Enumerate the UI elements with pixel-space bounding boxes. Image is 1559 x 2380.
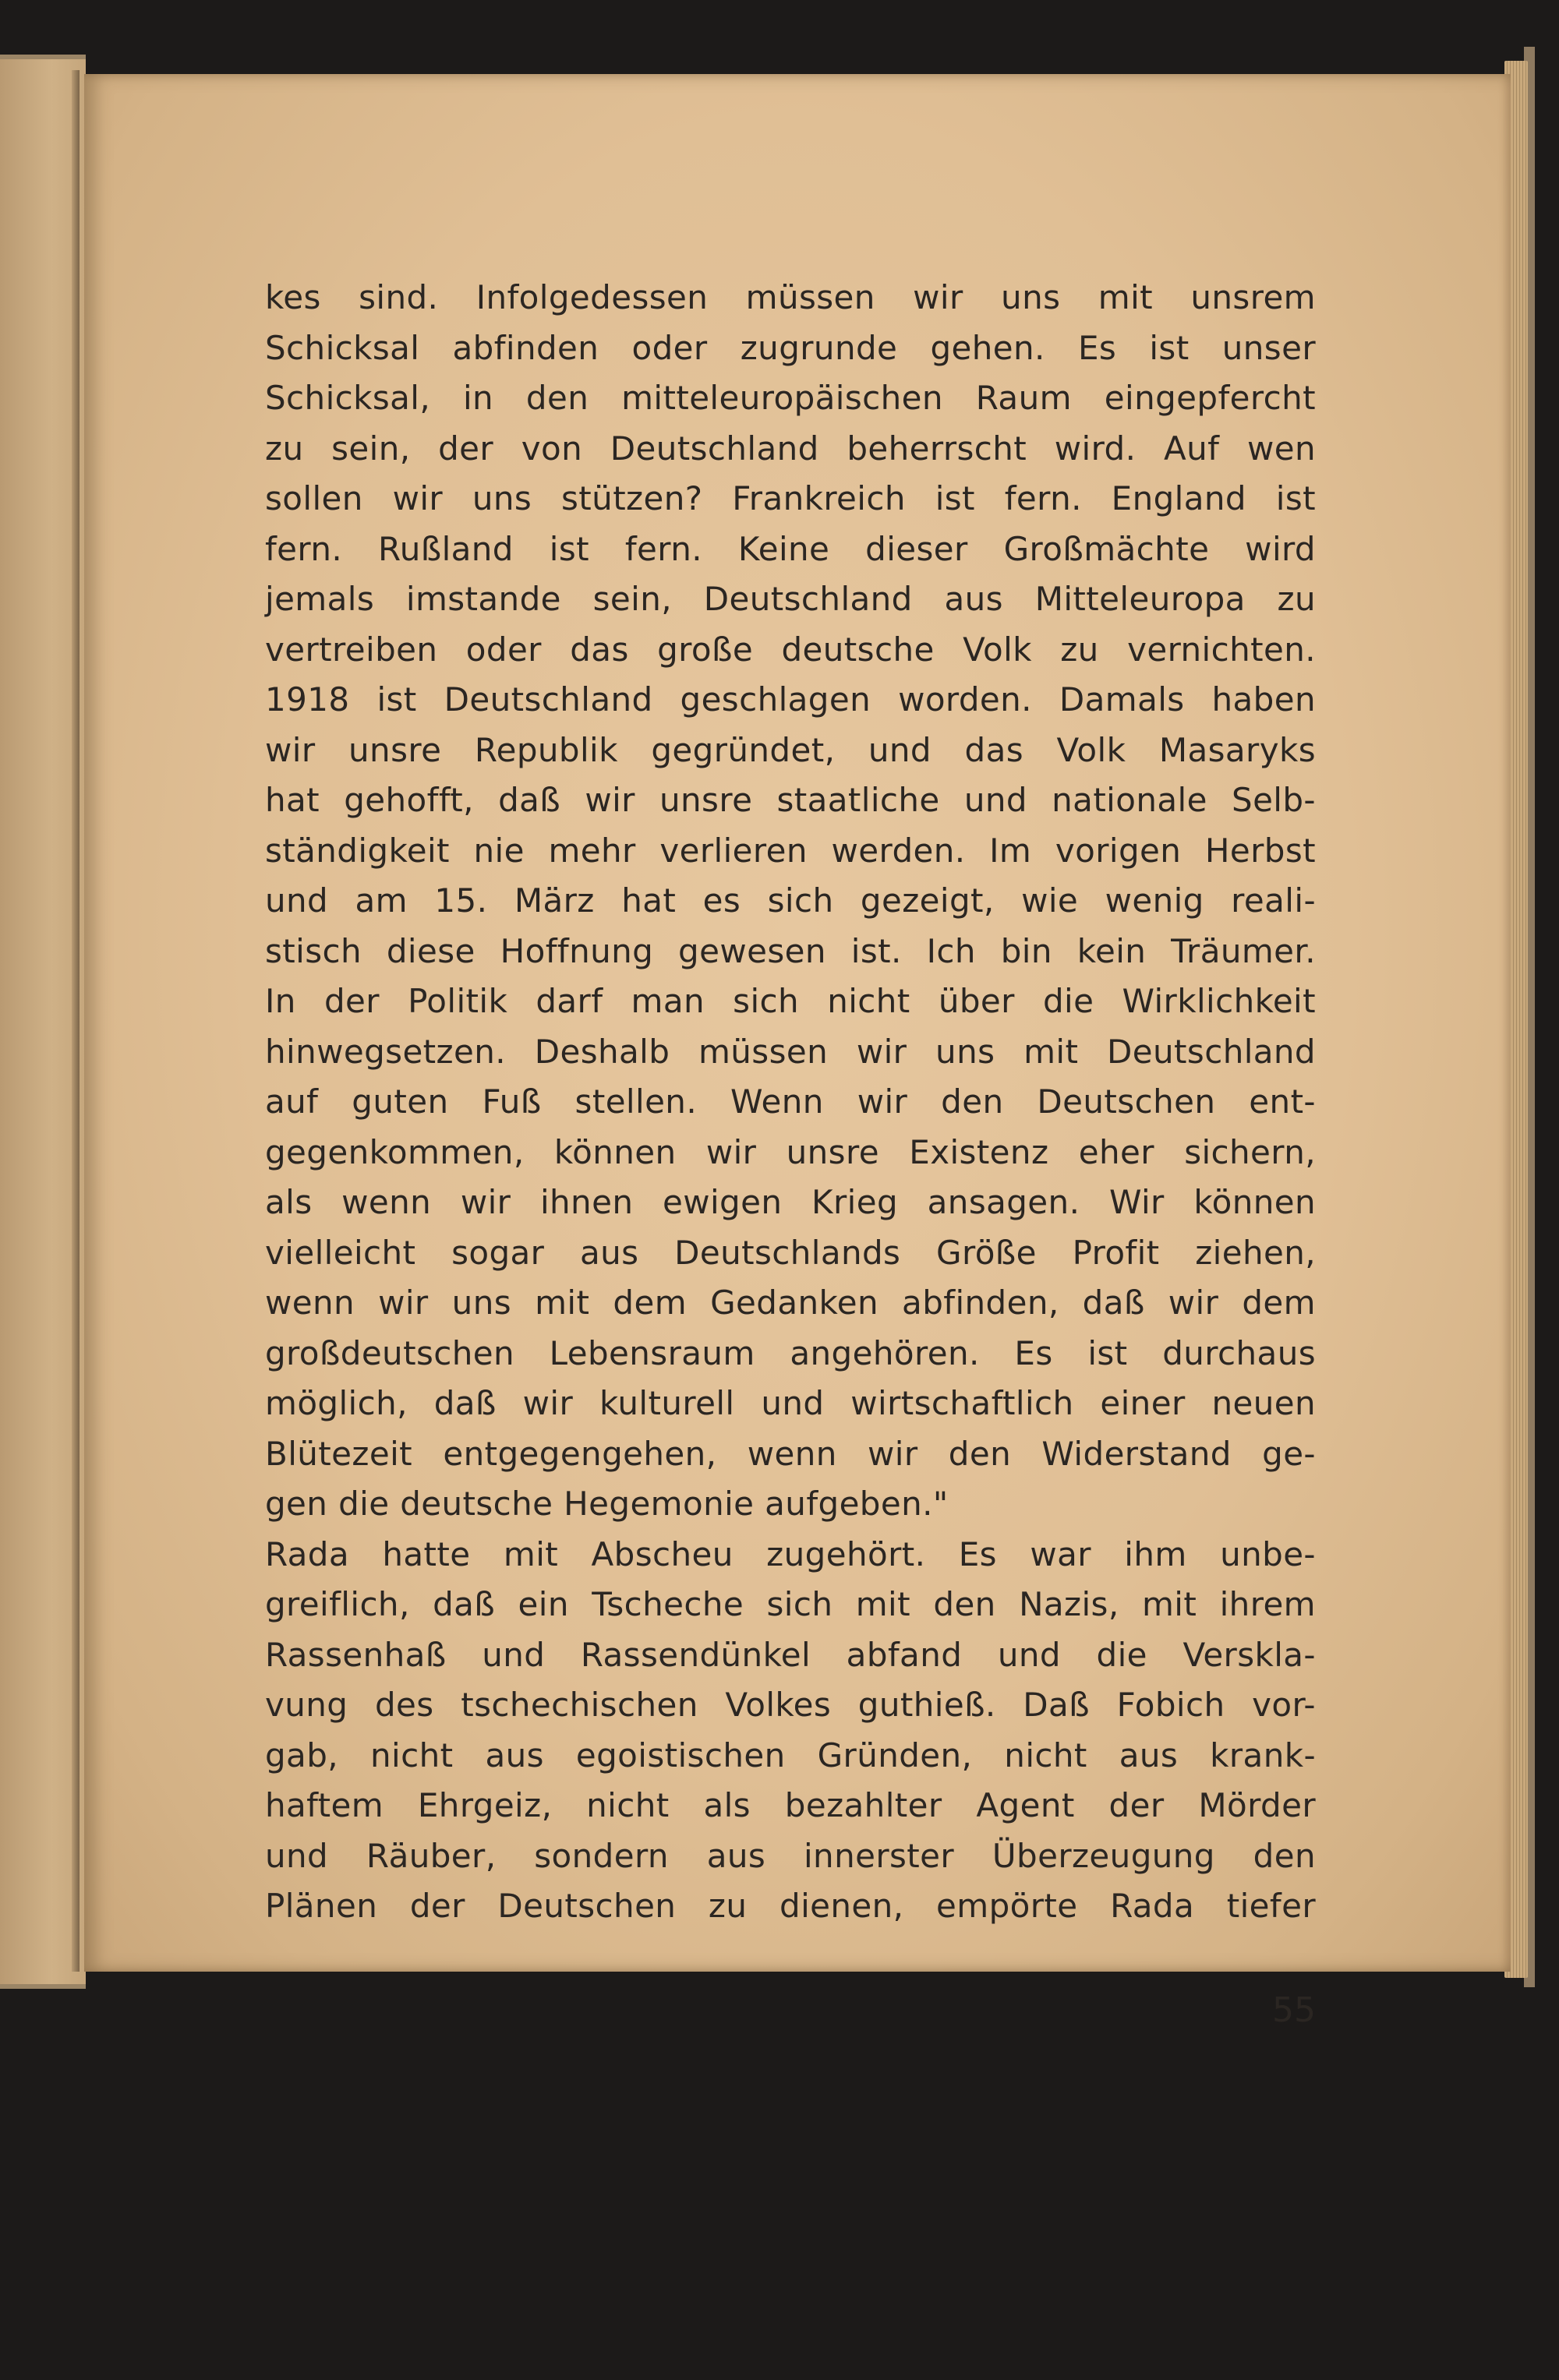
text-line: auf guten Fuß stellen. Wenn wir den Deutschen ent- xyxy=(265,1082,1316,1121)
body-text xyxy=(265,273,1316,1932)
text-line: 1918 ist Deutschland geschlagen worden. Damals haben xyxy=(265,680,1316,719)
text-line: wir unsre Republik gegründet, und das Volk Masaryks xyxy=(265,730,1316,769)
book-gutter xyxy=(72,70,80,1972)
text-line: vertreiben oder das große deutsche Volk zu vernichten. xyxy=(265,630,1316,669)
text-line: kes sind. Infolgedessen müssen wir uns mit unsrem xyxy=(265,278,1316,316)
text-line: Rassenhaß und Rassendünkel abfand und die Verskla- xyxy=(265,1635,1316,1674)
text-line: großdeutschen Lebensraum angehören. Es ist durchaus xyxy=(265,1333,1316,1372)
text-line: hat gehofft, daß wir unsre staatliche und nationale Selb- xyxy=(265,781,1316,819)
text-line: gen die deutsche Hegemonie aufgeben." xyxy=(265,1485,949,1523)
book-page xyxy=(84,74,1511,2030)
text-line: vung des tschechischen Volkes guthieß. Daß Fobich vor- xyxy=(265,1686,1316,1724)
text-line: Rada hatte mit Abscheu zugehört. Es war ihm unbe- xyxy=(265,1534,1316,1573)
text-line: Schicksal, in den mitteleuropäischen Raum eingepfercht xyxy=(265,379,1316,417)
text-line: ständigkeit nie mehr verlieren werden. Im vorigen Herbst xyxy=(265,831,1316,870)
text-line: fern. Rußland ist fern. Keine dieser Großmächte wird xyxy=(265,529,1316,568)
text-line: In der Politik darf man sich nicht über die Wirklichkeit xyxy=(265,982,1316,1020)
text-line: gegenkommen, können wir unsre Existenz eher sichern, xyxy=(265,1132,1316,1171)
text-line: und Räuber, sondern aus innerster Überzeugung den xyxy=(265,1836,1316,1875)
text-line: hinwegsetzen. Deshalb müssen wir uns mit Deutschland xyxy=(265,1032,1316,1071)
text-line: Blütezeit entgegengehen, wenn wir den Widerstand ge- xyxy=(265,1434,1316,1473)
text-line: Schicksal abfinden oder zugrunde gehen. Es ist unser xyxy=(265,328,1316,367)
page-number: 55 xyxy=(1272,1990,1316,2030)
text-line: vielleicht sogar aus Deutschlands Größe Profit ziehen, xyxy=(265,1233,1316,1272)
text-line: haftem Ehrgeiz, nicht als bezahlter Agent der Mörder xyxy=(265,1786,1316,1824)
text-line: Plänen der Deutschen zu dienen, empörte Rada tiefer xyxy=(265,1887,1316,1925)
text-line: stisch diese Hoffnung gewesen ist. Ich bin kein Träumer. xyxy=(265,931,1316,970)
text-line: und am 15. März hat es sich gezeigt, wie wenig reali- xyxy=(265,881,1316,920)
text-line: zu sein, der von Deutschland beherrscht wird. Auf wen xyxy=(265,429,1316,468)
text-line: möglich, daß wir kulturell und wirtschaftlich einer neuen xyxy=(265,1384,1316,1422)
text-line: gab, nicht aus egoistischen Gründen, nicht aus krank- xyxy=(265,1736,1316,1774)
text-line: wenn wir uns mit dem Gedanken abfinden, daß wir dem xyxy=(265,1284,1316,1322)
text-line: jemals imstande sein, Deutschland aus Mitteleuropa zu xyxy=(265,580,1316,618)
text-line: als wenn wir ihnen ewigen Krieg ansagen. Wir können xyxy=(265,1183,1316,1221)
text-line: sollen wir uns stützen? Frankreich ist fern. England ist xyxy=(265,479,1316,517)
text-line: greiflich, daß ein Tscheche sich mit den Nazis, mit ihrem xyxy=(265,1585,1316,1623)
